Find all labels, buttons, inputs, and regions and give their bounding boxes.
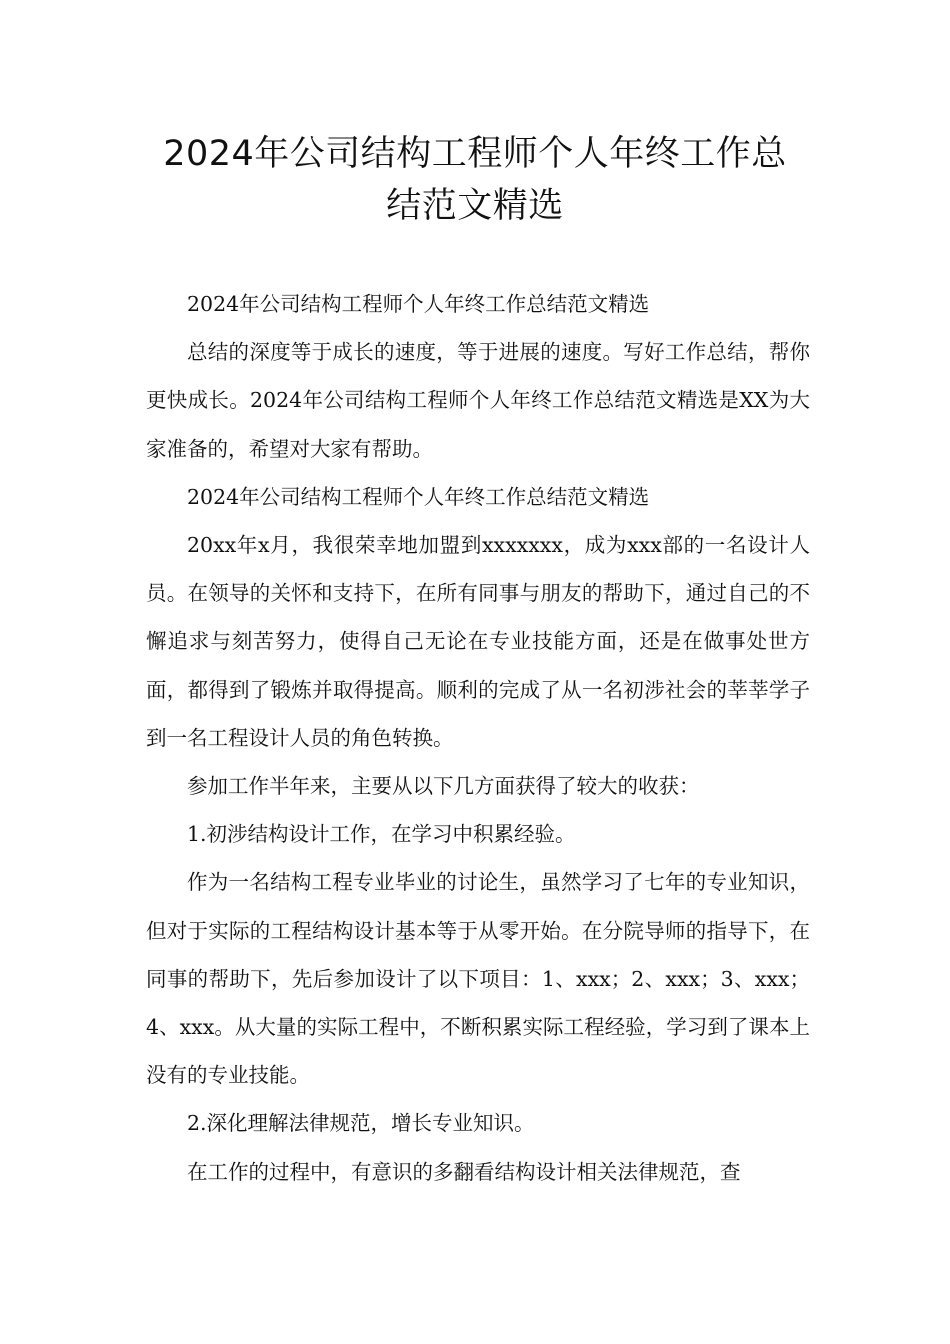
title-line-2: 结范文精选 <box>386 186 564 226</box>
title-line-1: 2024年公司结构工程师个人年终工作总 <box>163 134 787 174</box>
section-heading-1: 1.初涉结构设计工作，在学习中积累经验。 <box>187 822 576 847</box>
paragraph-intro: 总结的深度等于成长的速度，等于进展的速度。写好工作总结，帮你更快成长。2024年公司结构工程师个人年终工作总结范文精选是XX为大家准备的，希望对大家有帮助。 <box>146 340 810 461</box>
paragraph-subtitle-repeat: 2024年公司结构工程师个人年终工作总结范文精选 <box>187 484 650 509</box>
section-heading-2: 2.深化理解法律规范，增长专业知识。 <box>187 1111 535 1136</box>
document-body <box>146 280 810 1196</box>
paragraph-gains-intro: 参加工作半年来，主要从以下几方面获得了较大的收获： <box>187 774 700 799</box>
paragraph-section-1: 作为一名结构工程专业毕业的讨论生，虽然学习了七年的专业知识，但对于实际的工程结构设计基本等于从零开始。在分院导师的指导下，在同事的帮助下，先后参加设计了以下项目：1、xxx；2、xxx；3、xxx；4、xxx。从大量的实际工程中，不断积累实际工程经验，学习到了课本上没有的专业技能。 <box>146 870 810 1088</box>
paragraph-joining: 20xx年x月，我很荣幸地加盟到xxxxxxx，成为xxx部的一名设计人员。在领导的关怀和支持下，在所有同事与朋友的帮助下，通过自己的不懈追求与刻苦努力，使得自己无论在专业技能方面，还是在做事处世方面，都得到了锻炼并取得提高。顺利的完成了从一名初涉社会的莘莘学子到一名工程设计人员的角色转换。 <box>146 533 810 750</box>
document-title <box>120 128 830 232</box>
paragraph-section-2: 在工作的过程中，有意识的多翻看结构设计相关法律规范，查 <box>187 1159 741 1184</box>
paragraph-subtitle: 2024年公司结构工程师个人年终工作总结范文精选 <box>187 292 650 316</box>
